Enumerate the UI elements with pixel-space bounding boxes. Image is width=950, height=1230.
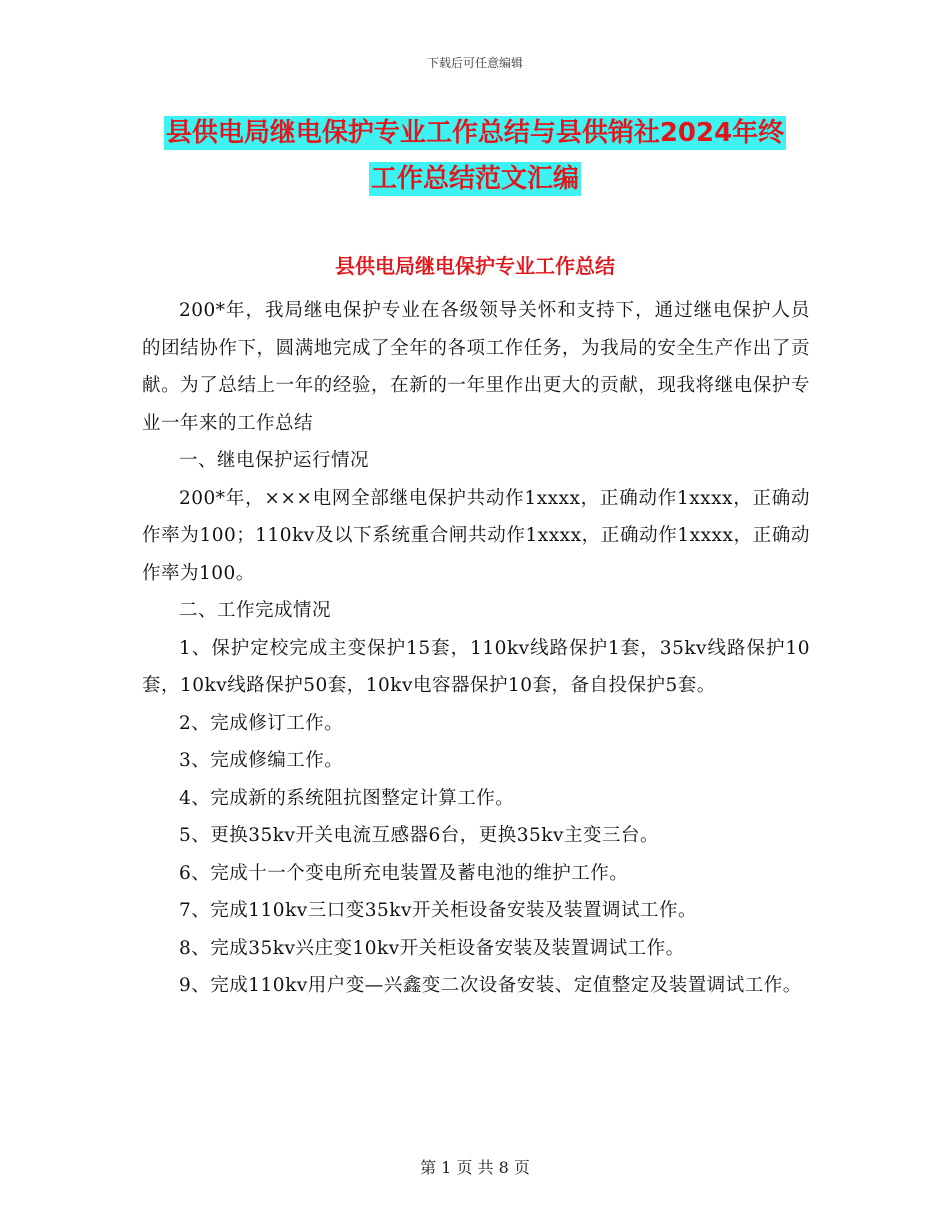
list-item: 3、完成修编工作。 [179,750,344,771]
document-body [142,292,810,1005]
list-item: 2、完成修订工作。 [179,712,344,734]
list-item: 8、完成35kv兴庄变10kv开关柜设备安装及装置调试工作。 [179,937,685,959]
document-title-line-1: 县供电局继电保护专业工作总结与县供销社2024年终 [165,118,785,148]
heading-operation: 一、继电保护运行情况 [179,450,370,471]
section-title: 县供电局继电保护专业工作总结 [335,254,615,278]
paragraph-operation: 200*年，×××电网全部继电保护共动作1xxxx，正确动作1xxxx，正确动作率为100；110kv及以下系统重合闸共动作1xxxx，正确动作1xxxx，正确动作率为100。 [142,487,810,584]
list-item: 6、完成十一个变电所充电装置及蓄电池的维护工作。 [179,862,629,884]
paragraph-intro: 200*年，我局继电保护专业在各级领导关怀和支持下，通过继电保护人员的团结协作下，圆满地完成了全年的各项工作任务，为我局的安全生产作出了贡献。为了总结上一年的经验，在新的一年里作出更大的贡献，现我将继电保护专业一年来的工作总结 [142,300,810,434]
document-title [0,110,950,202]
list-item: 4、完成新的系统阻抗图整定计算工作。 [179,787,515,809]
document-title-line-2: 工作总结范文汇编 [370,164,579,194]
header-note: 下载后可任意编辑 [426,56,523,70]
list-item: 1、保护定校完成主变保护15套，110kv线路保护1套，35kv线路保护10套，10kv线路保护50套，10kv电容器保护10套，备自投保护5套。 [142,637,810,696]
page-number: 第 1 页 共 8 页 [420,1158,530,1177]
list-item: 5、更换35kv开关电流互感器6台，更换35kv主变三台。 [179,825,659,846]
list-item: 7、完成110kv三口变35kv开关柜设备安装及装置调试工作。 [179,900,697,921]
list-item: 9、完成110kv用户变—兴鑫变二次设备安装、定值整定及装置调试工作。 [179,975,802,996]
heading-completion: 二、工作完成情况 [179,600,332,621]
